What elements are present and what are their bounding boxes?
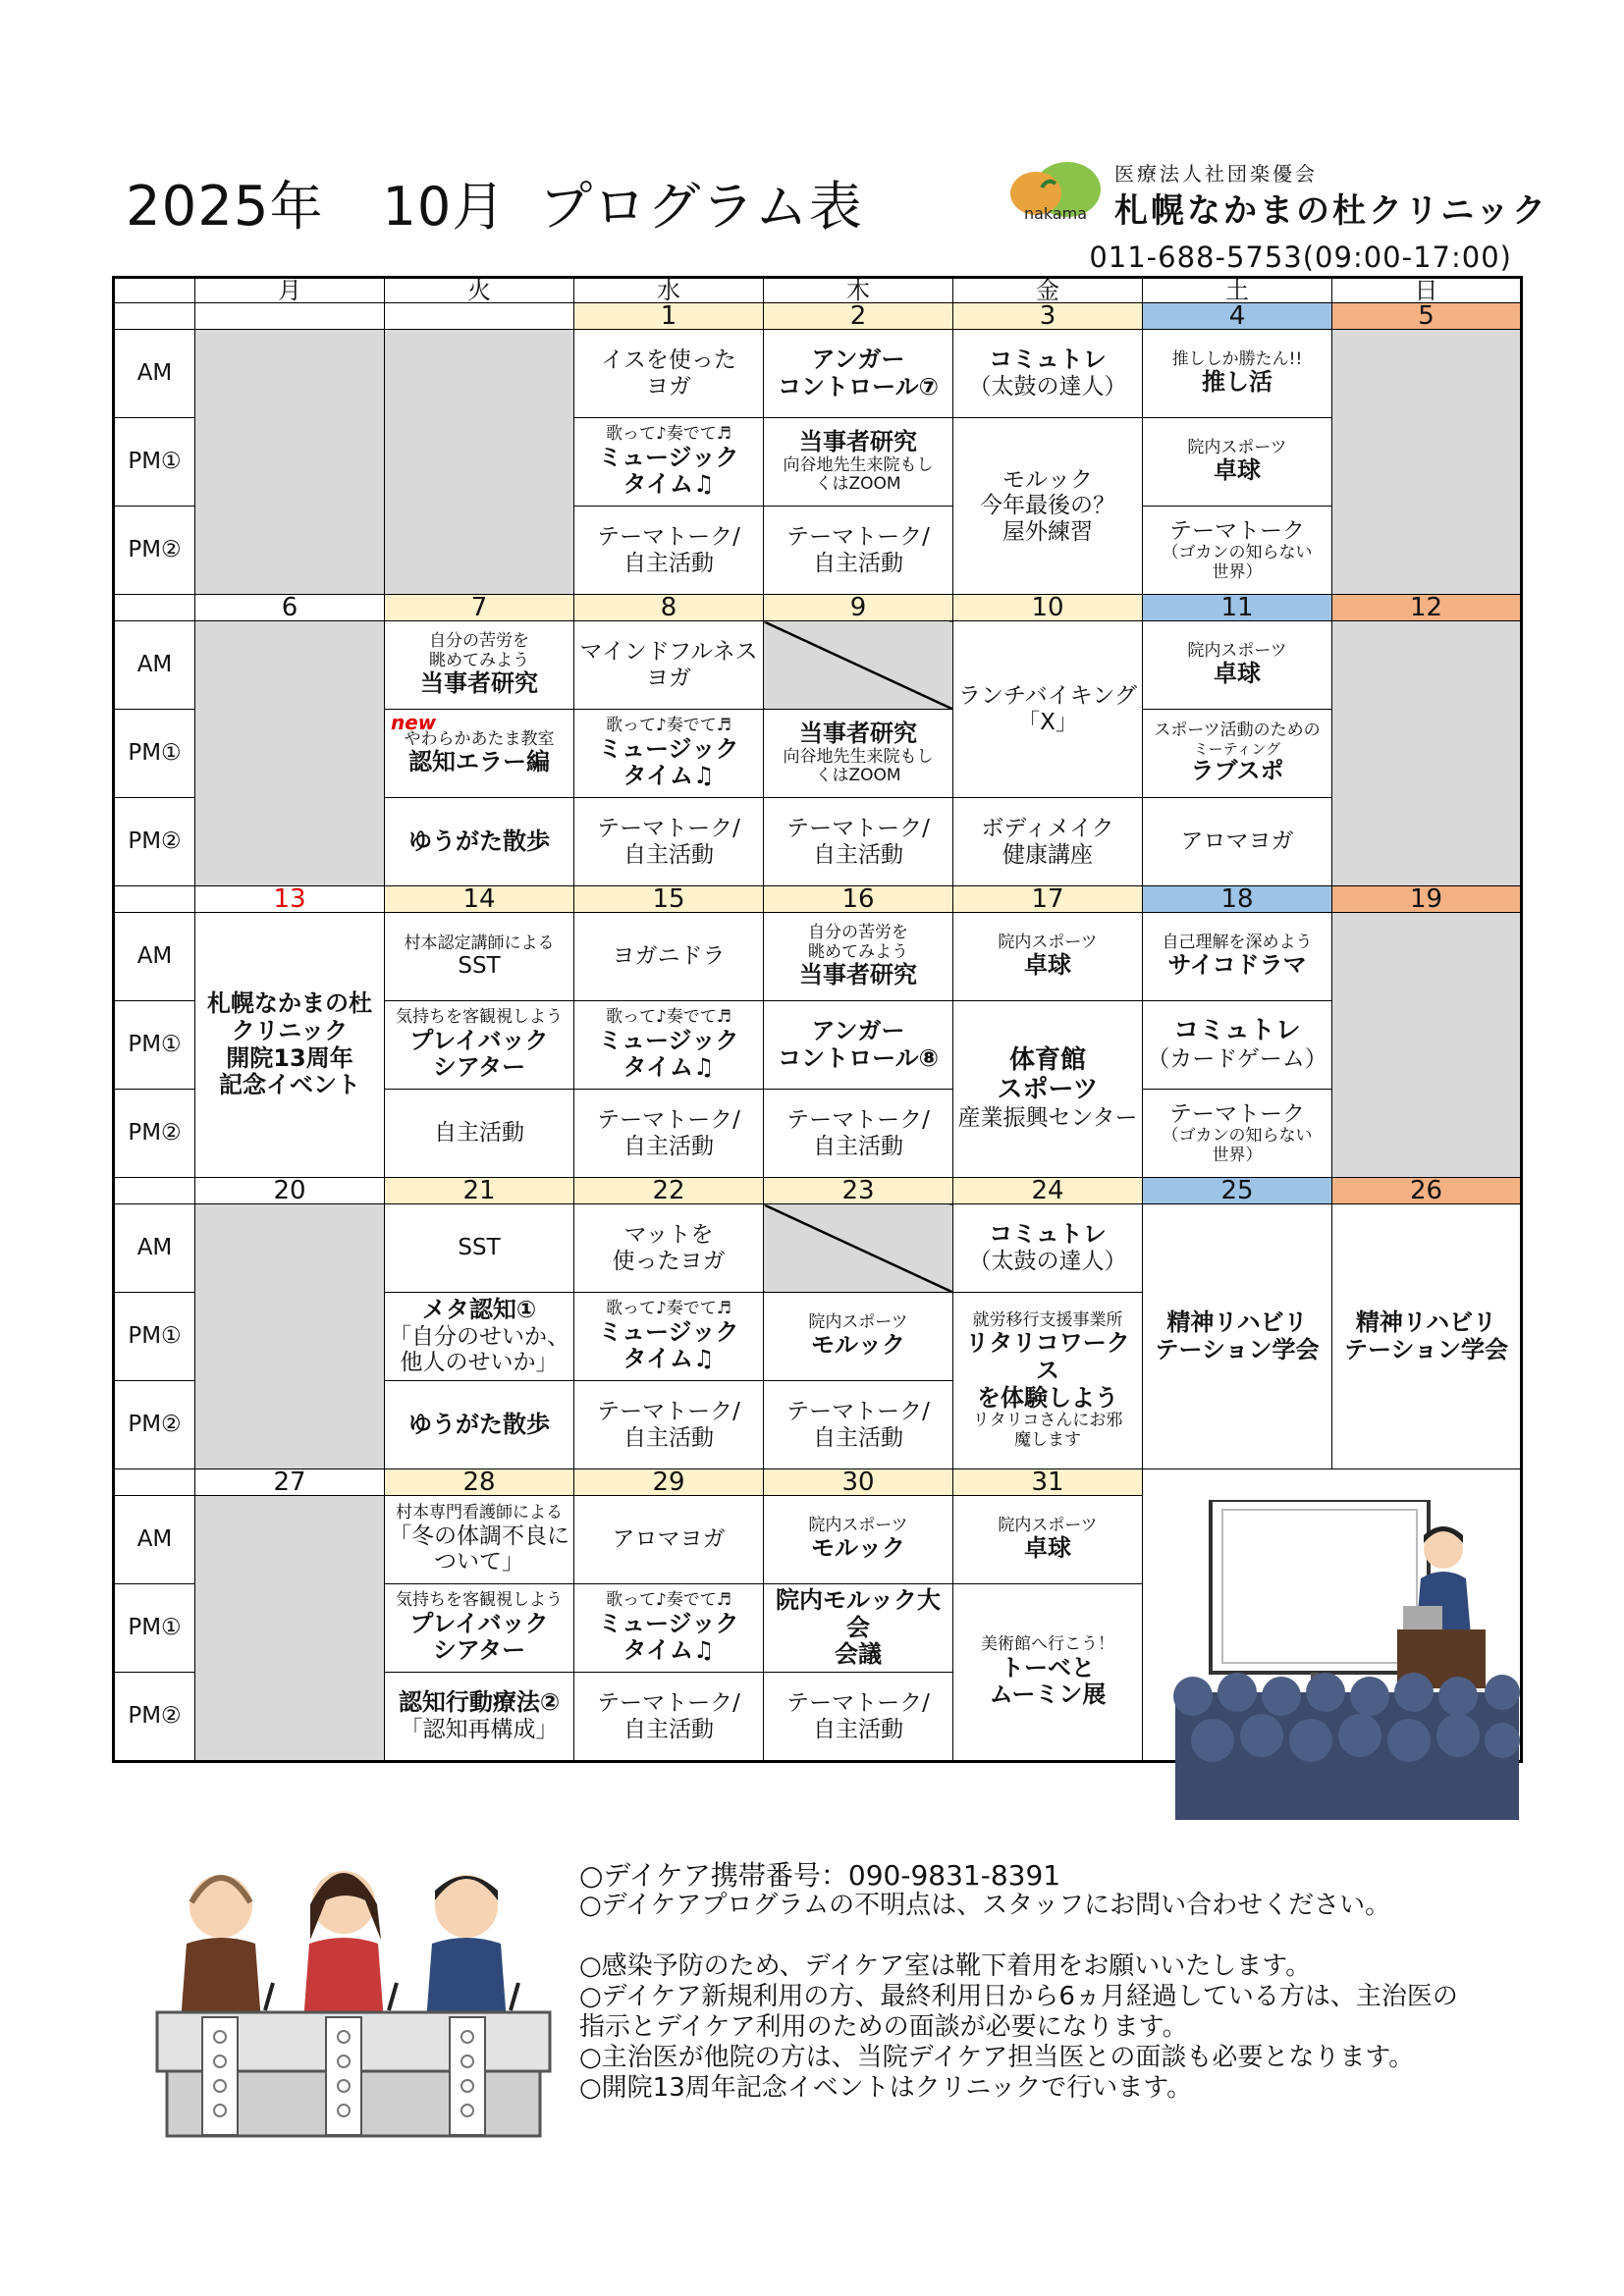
program-cell: コミュトレ （カードゲーム） [1143, 1001, 1332, 1090]
weekday-mon: 月 [195, 278, 385, 303]
date-cell: 8 [574, 595, 764, 621]
note-line: ○主治医が他院の方は、当院デイケア担当医との面談も必要となります。 [579, 2043, 1415, 2072]
program-cell: テーマトーク/ 自主活動 [574, 798, 764, 886]
program-cell: 村本専門看護師による 「冬の体調不良に ついて」 [385, 1496, 574, 1584]
date-cell [385, 303, 574, 330]
program-cell: テーマトーク/ 自主活動 [764, 507, 953, 595]
slot-label-pm1: PM① [114, 1001, 195, 1090]
note-line: ○開院13周年記念イベントはクリニックで行います。 [579, 2073, 1193, 2103]
closed-cell [1332, 913, 1522, 1178]
corp-name: 医療法人社団楽優会 [1114, 162, 1318, 186]
program-cell: テーマトーク/ 自主活動 [764, 1090, 953, 1178]
program-cell: 体育館 スポーツ 産業振興センター [953, 1001, 1143, 1178]
clinic-logo [1006, 152, 1548, 231]
program-cell: ランチバイキング 「X」 [953, 621, 1143, 798]
program-cell: 歌って♪奏でて♬ ミュージック タイム♫ [574, 1584, 764, 1673]
program-cell: ボディメイク 健康講座 [953, 798, 1143, 886]
note-line: 指示とデイケア利用のための面談が必要になります。 [579, 2012, 1188, 2042]
date-cell: 16 [764, 886, 953, 913]
svg-text:nakama: nakama [1023, 204, 1088, 223]
nakama-logo-icon [1006, 160, 1105, 223]
date-row [114, 1178, 1522, 1204]
program-cell: 推ししか勝たん!! 推し活 [1143, 330, 1332, 418]
slot-label-pm2: PM② [114, 507, 195, 595]
program-cell: 歌って♪奏でて♬ ミュージック タイム♫ [574, 710, 764, 798]
slot-label-pm1: PM① [114, 710, 195, 798]
closed-cell [1332, 330, 1522, 595]
program-cell: アンガー コントロール⑦ [764, 330, 953, 418]
page-title: 2025年 10月 プログラム表 [126, 175, 863, 239]
program-cell: 就労移行支援事業所 リタリコワークス を体験しよう リタリコさんにお邪 魔します [953, 1293, 1143, 1469]
program-cell: 村本認定講師による SST [385, 913, 574, 1001]
slot-label-am: AM [114, 621, 195, 710]
slot-label-pm1: PM① [114, 418, 195, 507]
note-line: ○デイケア新規利用の方、最終利用日から6ヵ月経過している方は、主治医の [579, 1982, 1458, 2011]
date-cell: 31 [953, 1469, 1143, 1496]
date-cell: 21 [385, 1178, 574, 1204]
closed-cell [385, 330, 574, 595]
closed-cell [195, 1204, 385, 1469]
no-program-cell [764, 621, 953, 710]
note-line: ○感染予防のため、デイケア室は靴下着用をお願いいたします。 [579, 1951, 1312, 1981]
date-cell: 11 [1143, 595, 1332, 621]
weekday-sat: 土 [1143, 278, 1332, 303]
slot-label-am: AM [114, 1496, 195, 1584]
date-cell: 23 [764, 1178, 953, 1204]
program-cell: 認知行動療法② 「認知再構成」 [385, 1673, 574, 1762]
program-cell: 気持ちを客観視しよう プレイバック シアター [385, 1001, 574, 1090]
date-cell: 30 [764, 1469, 953, 1496]
date-cell: 6 [195, 595, 385, 621]
program-cell: マインドフルネス ヨガ [574, 621, 764, 710]
notes-section [579, 1860, 1542, 2104]
slot-label-am: AM [114, 330, 195, 418]
program-cell: テーマトーク/ 自主活動 [574, 507, 764, 595]
slot-label-am: AM [114, 1204, 195, 1293]
date-cell: 19 [1332, 886, 1522, 913]
weekday-thu: 木 [764, 278, 953, 303]
program-cell: コミュトレ （太鼓の達人） [953, 1204, 1143, 1293]
program-cell: 当事者研究 向谷地先生来院もし くはZOOM [764, 418, 953, 507]
date-cell: 20 [195, 1178, 385, 1204]
program-cell: 精神リハビリ テーション学会 [1143, 1204, 1332, 1469]
new-badge: new [391, 711, 437, 734]
no-program-cell [764, 1204, 953, 1293]
program-cell: テーマトーク （ゴカンの知らない 世界） [1143, 507, 1332, 595]
program-cell: 気持ちを客観視しよう プレイバック シアター [385, 1584, 574, 1673]
program-cell: 自分の苦労を 眺めてみよう 当事者研究 [764, 913, 953, 1001]
date-cell: 27 [195, 1469, 385, 1496]
closed-cell [195, 330, 385, 595]
slot-label-pm2: PM② [114, 1090, 195, 1178]
date-cell: 14 [385, 886, 574, 913]
program-cell: 自分の苦労を 眺めてみよう 当事者研究 [385, 621, 574, 710]
date-cell: 17 [953, 886, 1143, 913]
weekday-header-row [114, 278, 1522, 303]
date-cell: 29 [574, 1469, 764, 1496]
program-cell: 当事者研究 向谷地先生来院もし くはZOOM [764, 710, 953, 798]
date-row [114, 595, 1522, 621]
program-cell: 歌って♪奏でて♬ ミュージック タイム♫ [574, 1293, 764, 1381]
program-cell: イスを使った ヨガ [574, 330, 764, 418]
note-line: ○デイケアプログラムの不明点は、スタッフにお問い合わせください。 [579, 1891, 1391, 1920]
clinic-name: 札幌なかまの杜クリニック [1114, 191, 1548, 231]
program-cell: SST [385, 1204, 574, 1293]
program-cell: テーマトーク/ 自主活動 [574, 1090, 764, 1178]
program-cell: 院内スポーツ モルック [764, 1496, 953, 1584]
date-cell: 26 [1332, 1178, 1522, 1204]
program-cell: モルック 今年最後の？ 屋外練習 [953, 418, 1143, 595]
slot-label-am: AM [114, 913, 195, 1001]
program-cell: 院内スポーツ 卓球 [1143, 418, 1332, 507]
date-row [114, 886, 1522, 913]
program-cell: 歌って♪奏でて♬ ミュージック タイム♫ [574, 1001, 764, 1090]
weekday-fri: 金 [953, 278, 1143, 303]
date-cell-holiday: 13 [195, 886, 385, 913]
program-cell: コミュトレ （太鼓の達人） [953, 330, 1143, 418]
date-cell: 15 [574, 886, 764, 913]
program-cell: 院内スポーツ モルック [764, 1293, 953, 1381]
date-row [114, 303, 1522, 330]
slot-label-pm1: PM① [114, 1584, 195, 1673]
anniversary-event-cell: 札幌なかまの杜 クリニック 開院13周年 記念イベント [195, 913, 385, 1178]
presenter-illustration [1164, 1500, 1527, 1824]
daycare-phone-note: ○デイケア携帯番号：090-9831-8391 [579, 1859, 1061, 1892]
closed-cell [1332, 621, 1522, 886]
date-cell: 1 [574, 303, 764, 330]
program-cell: 院内スポーツ 卓球 [1143, 621, 1332, 710]
slot-label-pm2: PM② [114, 798, 195, 886]
program-cell: 精神リハビリ テーション学会 [1332, 1204, 1522, 1469]
program-cell: アンガー コントロール⑧ [764, 1001, 953, 1090]
date-cell: 3 [953, 303, 1143, 330]
program-cell: 院内スポーツ 卓球 [953, 913, 1143, 1001]
date-row [114, 1469, 1522, 1496]
program-cell: テーマトーク/ 自主活動 [764, 798, 953, 886]
program-cell: テーマトーク/ 自主活動 [764, 1381, 953, 1469]
program-cell: アロマヨガ [1143, 798, 1332, 886]
program-cell: テーマトーク （ゴカンの知らない 世界） [1143, 1090, 1332, 1178]
date-cell: 7 [385, 595, 574, 621]
program-cell: 自主活動 [385, 1090, 574, 1178]
program-cell: マットを 使ったヨガ [574, 1204, 764, 1293]
date-cell: 12 [1332, 595, 1522, 621]
program-cell: 美術館へ行こう！ トーベと ムーミン展 [953, 1584, 1143, 1762]
closed-cell [195, 1496, 385, 1762]
program-cell: 院内スポーツ 卓球 [953, 1496, 1143, 1584]
press-conference-illustration [147, 1845, 560, 2140]
weekday-tue: 火 [385, 278, 574, 303]
date-cell: 4 [1143, 303, 1332, 330]
program-cell: ゆうがた散歩 [385, 1381, 574, 1469]
program-cell: 院内モルック大 会 会議 [764, 1584, 953, 1673]
program-cell: new やわらかあたま教室 認知エラー編 [385, 710, 574, 798]
slot-label-pm1: PM① [114, 1293, 195, 1381]
date-cell: 24 [953, 1178, 1143, 1204]
weekday-sun: 日 [1332, 278, 1522, 303]
program-cell: ヨガニドラ [574, 913, 764, 1001]
date-cell: 22 [574, 1178, 764, 1204]
program-cell: テーマトーク/ 自主活動 [764, 1673, 953, 1762]
program-cell: アロマヨガ [574, 1496, 764, 1584]
slot-label-pm2: PM② [114, 1381, 195, 1469]
weekday-wed: 水 [574, 278, 764, 303]
closed-cell [195, 621, 385, 886]
date-cell: 18 [1143, 886, 1332, 913]
program-cell: 自己理解を深めよう サイコドラマ [1143, 913, 1332, 1001]
date-cell: 25 [1143, 1178, 1332, 1204]
program-cell: 歌って♪奏でて♬ ミュージック タイム♫ [574, 418, 764, 507]
date-cell: 10 [953, 595, 1143, 621]
program-cell: テーマトーク/ 自主活動 [574, 1673, 764, 1762]
date-cell: 2 [764, 303, 953, 330]
program-cell: ゆうがた散歩 [385, 798, 574, 886]
date-cell: 9 [764, 595, 953, 621]
date-cell: 28 [385, 1469, 574, 1496]
program-cell: スポーツ活動のための ミーティング ラブスポ [1143, 710, 1332, 798]
clinic-phone: 011-688-5753(09:00-17:00) [1089, 240, 1512, 274]
program-cell: メタ認知① 「自分のせいか、 他人のせいか」 [385, 1293, 574, 1381]
slot-label-pm2: PM② [114, 1673, 195, 1762]
date-cell: 5 [1332, 303, 1522, 330]
program-cell: テーマトーク/ 自主活動 [574, 1381, 764, 1469]
date-cell [195, 303, 385, 330]
